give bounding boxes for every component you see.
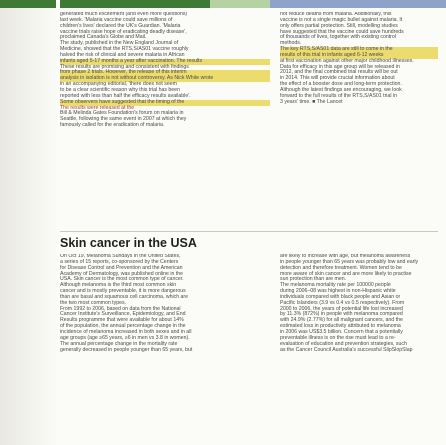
text-line: for Disease Control and Prevention and the American: [60, 264, 183, 271]
text-line: only offers partial protection. Still, modelling studies: [280, 22, 398, 29]
text-line: with 24.9% (2.77%) for all malignant cancers, and the: [280, 317, 403, 324]
text-line: are likely to increase with age, but melanoma awareness: [280, 254, 411, 259]
text-line: vaccine trials raise hope of eradicating deadly disease',: [60, 28, 187, 35]
text-line: methods.: [280, 40, 302, 47]
text-line: Medicine, showed that the RTS,S/AS01 vaccine roughly: [60, 46, 189, 53]
text-line: in 2006 was US$3.5 billion. Concern that a potentially: [280, 328, 403, 335]
text-line: incidence of melanoma increased in both sexes and in all: [60, 328, 192, 335]
text-line: USA. Skin cancer is the most common type of cancer.: [60, 276, 184, 283]
text-line: forward to the full results of the RTS,S/AS01 trial in: [280, 92, 397, 99]
text-line: sun protection than are men.: [280, 276, 347, 283]
text-line: On Oct 19, Melanoma Sundays in the United States,: [60, 254, 181, 259]
text-line: in an accompanying editorial, 'there does not seem: [60, 81, 177, 88]
text-line: results of this trial in infants aged 6-12 weeks: [280, 53, 438, 59]
text-line: preventable illness is on the rise must lead to a re-: [280, 334, 396, 341]
text-line: the two most common types.: [60, 299, 127, 306]
text-line: estimated loss in productivity attributed to melanoma: [280, 323, 401, 330]
left-gutter-decoration: [0, 0, 58, 445]
text-line: The study, published in the New England Journal of: [60, 40, 179, 47]
section-title: Skin cancer in the USA: [60, 236, 197, 250]
text-line: have suggested that the vaccine could save hundreds: [280, 28, 404, 35]
text-line: Academy of Dermatology, was published online in the: [60, 270, 184, 277]
text-line: 2000 to 2006, the years of potential life lost increased: [280, 305, 403, 312]
text-line: evaluation of education and prevention strategies, such: [280, 340, 407, 347]
text-line: Seattle, following the same event in 2007 at which they: [60, 116, 187, 123]
text-line: in people younger than 65 years was probably low and early: [280, 258, 419, 265]
article-bottom-right-text: [280, 254, 438, 353]
text-line: Although melanoma is the third most common skin: [60, 282, 177, 289]
article-top-left-column: [60, 12, 270, 230]
text-line: halved the risk of clinical and severe malaria in African: [60, 51, 185, 58]
text-line: 2012, and the final combined trial results will be out: [280, 69, 398, 76]
text-line: of the population, the annual percentage change in the: [60, 323, 186, 330]
text-line: detection and therefore treatment. Women tend to be: [280, 264, 402, 271]
text-line: The melanoma mortality rate per 100000 people: [280, 282, 391, 289]
text-line: Pacific Islanders (3.9 vs 0.4 vs 0.5 respectively). From: [280, 299, 405, 306]
text-line: famously called for the eradication of malaria.: [60, 122, 165, 129]
text-line: as the Cancer Council Australia's successful SlipSlopSlap: [280, 346, 413, 353]
text-line: infants aged 5-17 months a year after vaccination. The results: [60, 59, 270, 65]
text-line: to be a clear scientific reason why this trial has been: [60, 86, 180, 93]
text-line: Bill & Melinda Gates Foundation's forum on malaria in: [60, 110, 184, 117]
text-line: vaccine is not a single magic bullet against malaria. It: [280, 16, 403, 23]
text-line: the effect of a booster dose and long-term protection.: [280, 81, 402, 88]
text-line: Cancer Institute's Surveillance, Epidemiology, and End: [60, 311, 186, 318]
text-line: not reduce deaths from malaria. Additionally, this: [280, 12, 392, 17]
text-line: of thousands of lives, together with existing control: [280, 34, 396, 41]
text-line: reported with less than half the efficacy results available'.: [60, 92, 191, 99]
text-line: generated much excitement (and even more questions): [60, 12, 188, 17]
text-line: than are basal and squamous cell carcinoma, which are: [60, 293, 189, 300]
text-line: The results were released at the: [60, 104, 135, 111]
text-line: The key RTS,S/AS01 data are still to come in the: [280, 47, 438, 53]
text-line: age groups (age ≥65 years, ≥6 in men vs 3.8 in women).: [60, 334, 190, 341]
text-line: cancer and is mostly preventable, it is more dangerous: [60, 288, 186, 295]
article-bottom-left-column: [60, 254, 270, 442]
article-top-left-text: [60, 12, 270, 129]
text-line: children's lives' declared the UK's Guardian. 'Malaria: [60, 22, 181, 29]
article-bottom-left-text: [60, 254, 270, 353]
text-line: Results programme that were available for about 14%: [60, 317, 184, 324]
text-line: Some observers have suggested that the timing of the: [60, 100, 270, 106]
section-divider: [60, 231, 438, 232]
text-line: These results are promising and consistent with findings: [60, 63, 189, 70]
text-line: The annual percentage change in the mortality rate: [60, 340, 178, 347]
header-banner-image: [60, 0, 446, 8]
text-line: at first vaccination against other major childhood illnesses.: [280, 57, 414, 64]
text-line: Although the latest findings are encouraging, we look: [280, 86, 402, 93]
text-line: proclaimed Canada's Globe and Mail.: [60, 34, 147, 41]
text-line: by 11.3% (872%) in people with melanoma compared: [280, 311, 403, 318]
text-line: more aware of skin cancer and are more likely to practise: [280, 270, 412, 277]
text-line: analysis in isolation is not without controversy. As Nick White wrote: [60, 76, 270, 82]
text-line: in 2014. This will provide crucial information about: [280, 75, 395, 82]
text-line: from phase 2 trials. However, the release of this interim: [60, 70, 270, 76]
text-line: during 2006–08 was highest in non-Hispanic white: [280, 288, 396, 295]
text-line: individuals compared with black people and Asian or: [280, 293, 401, 300]
text-line: From 1992 to 2006, based on data from the National: [60, 305, 181, 312]
article-top-right-column: [280, 12, 438, 230]
text-line: Data for efficacy in this age group will be released in: [280, 63, 400, 70]
text-line: a series of 15 reports, co-sponsored by the Centers: [60, 258, 179, 265]
article-top-right-text: [280, 12, 438, 106]
text-line: last week. 'Malaria vaccine could save millions of: [60, 16, 173, 23]
text-line: 3 years' time. ■ The Lancet: [280, 98, 343, 105]
article-bottom-right-column: [280, 254, 438, 442]
text-line: generally decreased in people younger than 65 years, but: [60, 346, 193, 353]
